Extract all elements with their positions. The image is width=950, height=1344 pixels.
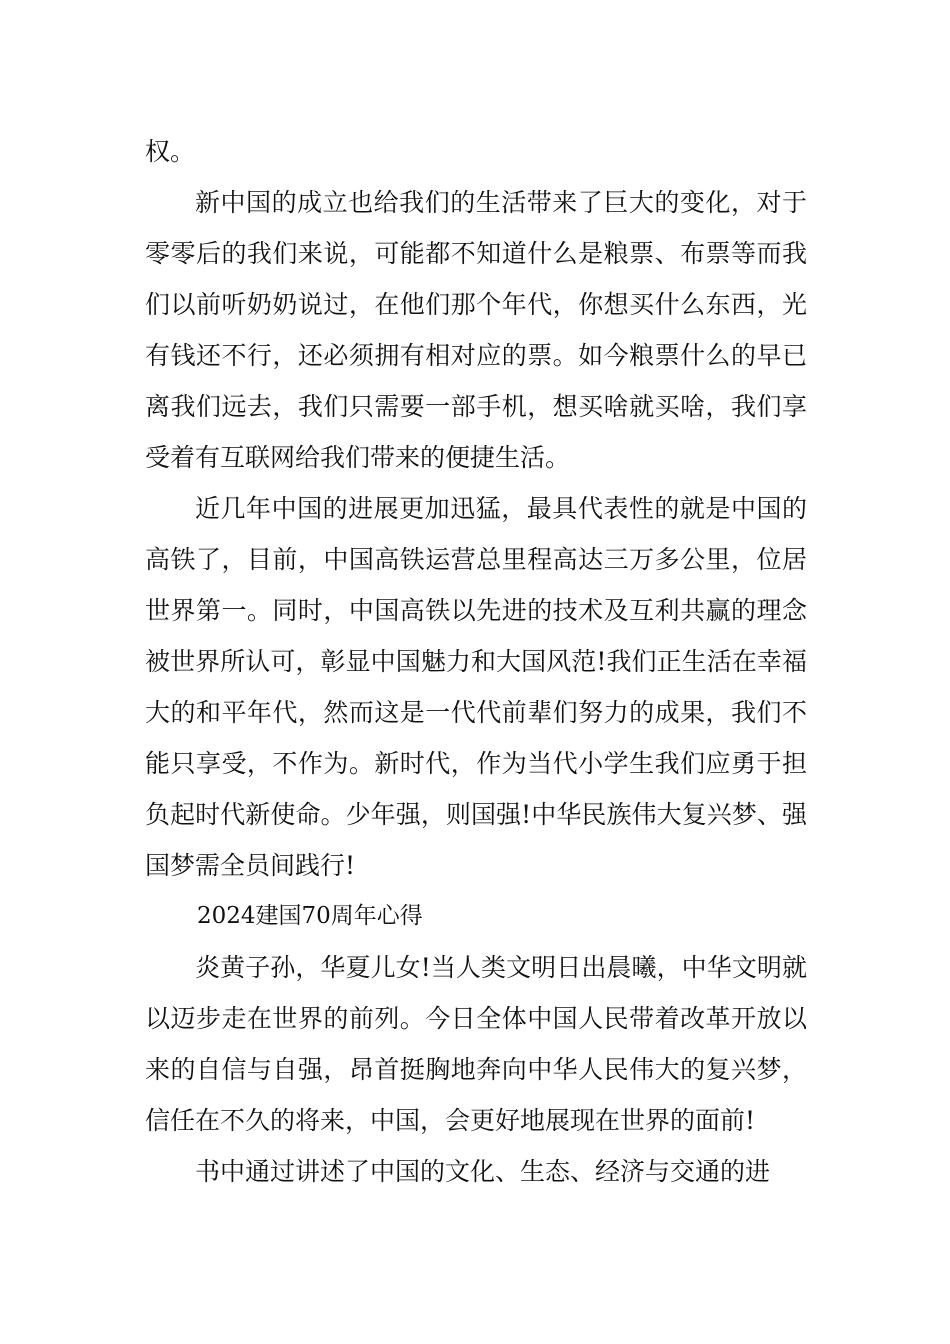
paragraph-book-intro: 书中通过讲述了中国的文化、生态、经济与交通的进 xyxy=(195,1157,771,1186)
paragraph-continuation: 权。 xyxy=(145,137,196,166)
paragraph-high-speed-rail: 近几年中国的进展更加迅猛，最具代表性的就是中国的高铁了，目前，中国高铁运营总里程高达三万多公里，位居世界第一。同时，中国高铁以先进的技术及互利共赢的理念被世界所认可，彰显中国魅力和大国风范!我们正生活在幸福大的和平年代，然而这是一代代前辈们努力的成果，我们不能只享受，不作为。新时代，作为当代小学生我们应勇于担负起时代新使命。少年强，则国强!中华民族伟大复兴梦、强国梦需全员间践行! xyxy=(145,494,807,880)
paragraph-chinese-civilization: 炎黄子孙，华夏儿女!当人类文明日出晨曦，中华文明就以迈步走在世界的前列。今日全体中国人民带着改革开放以来的自信与自强，昂首挺胸地奔向中华人民伟大的复兴梦，信任在不久的将来，中国，会更好地展现在世界的面前! xyxy=(145,953,807,1135)
document-body xyxy=(145,126,807,1197)
paragraph-life-changes: 新中国的成立也给我们的生活带来了巨大的变化，对于零零后的我们来说，可能都不知道什么是粮票、布票等而我们以前听奶奶说过，在他们那个年代，你想买什么东西，光有钱还不行，还必须拥有相对应的票。如今粮票什么的早已离我们远去，我们只需要一部手机，想买啥就买啥，我们享受着有互联网给我们带来的便捷生活。 xyxy=(145,188,807,472)
section-heading: 2024建国70周年心得 xyxy=(197,903,423,929)
